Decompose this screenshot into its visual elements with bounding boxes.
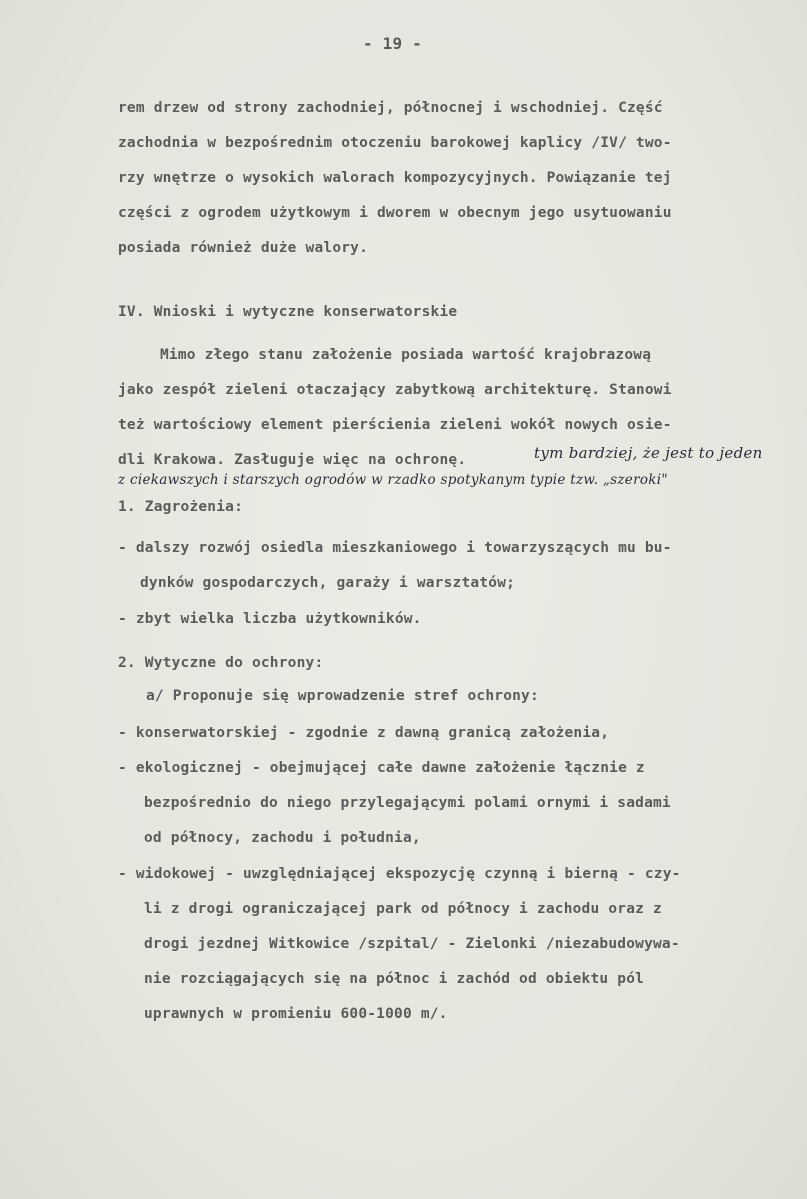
list-item: - ekologicznej - obejmującej całe dawne założenie łącznie z [118,760,645,776]
handwritten-note-line: z ciekawszych i starszych ogrodów w rzadko spotykanym typie tzw. „szeroki" [118,472,668,488]
paragraph-line: posiada również duże walory. [118,240,369,256]
paragraph-line: części z ogrodem użytkowym i dworem w obecnym jego usytuowaniu [118,205,672,221]
guidelines-heading: 2. Wytyczne do ochrony: [118,655,324,671]
list-item: - widokowej - uwzględniającej ekspozycję czynną i bierną - czy- [118,866,681,882]
paragraph-line: rem drzew od strony zachodniej, północnej i wschodniej. Część [118,100,663,116]
section-heading: IV. Wnioski i wytyczne konserwatorskie [118,304,458,320]
list-item: nie rozciągających się na północ i zachód od obiektu pól [144,971,645,987]
page-number: - 19 - [363,34,422,53]
paragraph-line: dli Krakowa. Zasługuje więc na ochronę. [118,452,467,468]
paragraph-line: też wartościowy element pierścienia zieleni wokół nowych osie- [118,417,672,433]
list-item: - konserwatorskiej - zgodnie z dawną granicą założenia, [118,725,610,741]
paragraph-line: jako zespół zieleni otaczający zabytkową architekturę. Stanowi [118,382,672,398]
list-item: dynków gospodarczych, garaży i warsztatów; [140,575,516,591]
paragraph-line: zachodnia w bezpośrednim otoczeniu barokowej kaplicy /IV/ two- [118,135,672,151]
list-item: - dalszy rozwój osiedla mieszkaniowego i towarzyszących mu bu- [118,540,672,556]
paragraph-line: rzy wnętrze o wysokich walorach kompozycyjnych. Powiązanie tej [118,170,672,186]
threats-heading: 1. Zagrożenia: [118,499,244,515]
paragraph-line: Mimo złego stanu założenie posiada wartość krajobrazową [160,347,652,363]
guidelines-subheading: a/ Proponuje się wprowadzenie stref ochrony: [146,688,539,704]
list-item: - zbyt wielka liczba użytkowników. [118,611,422,627]
list-item: bezpośrednio do niego przylegającymi polami ornymi i sadami [144,795,671,811]
list-item: od północy, zachodu i południa, [144,830,421,846]
list-item: li z drogi ograniczającej park od północy i zachodu oraz z [144,901,662,917]
handwritten-note-line: tym bardziej, że jest to jeden [534,444,763,462]
list-item: uprawnych w promieniu 600-1000 m/. [144,1006,448,1022]
list-item: drogi jezdnej Witkowice /szpital/ - Zielonki /niezabudowywa- [144,936,680,952]
